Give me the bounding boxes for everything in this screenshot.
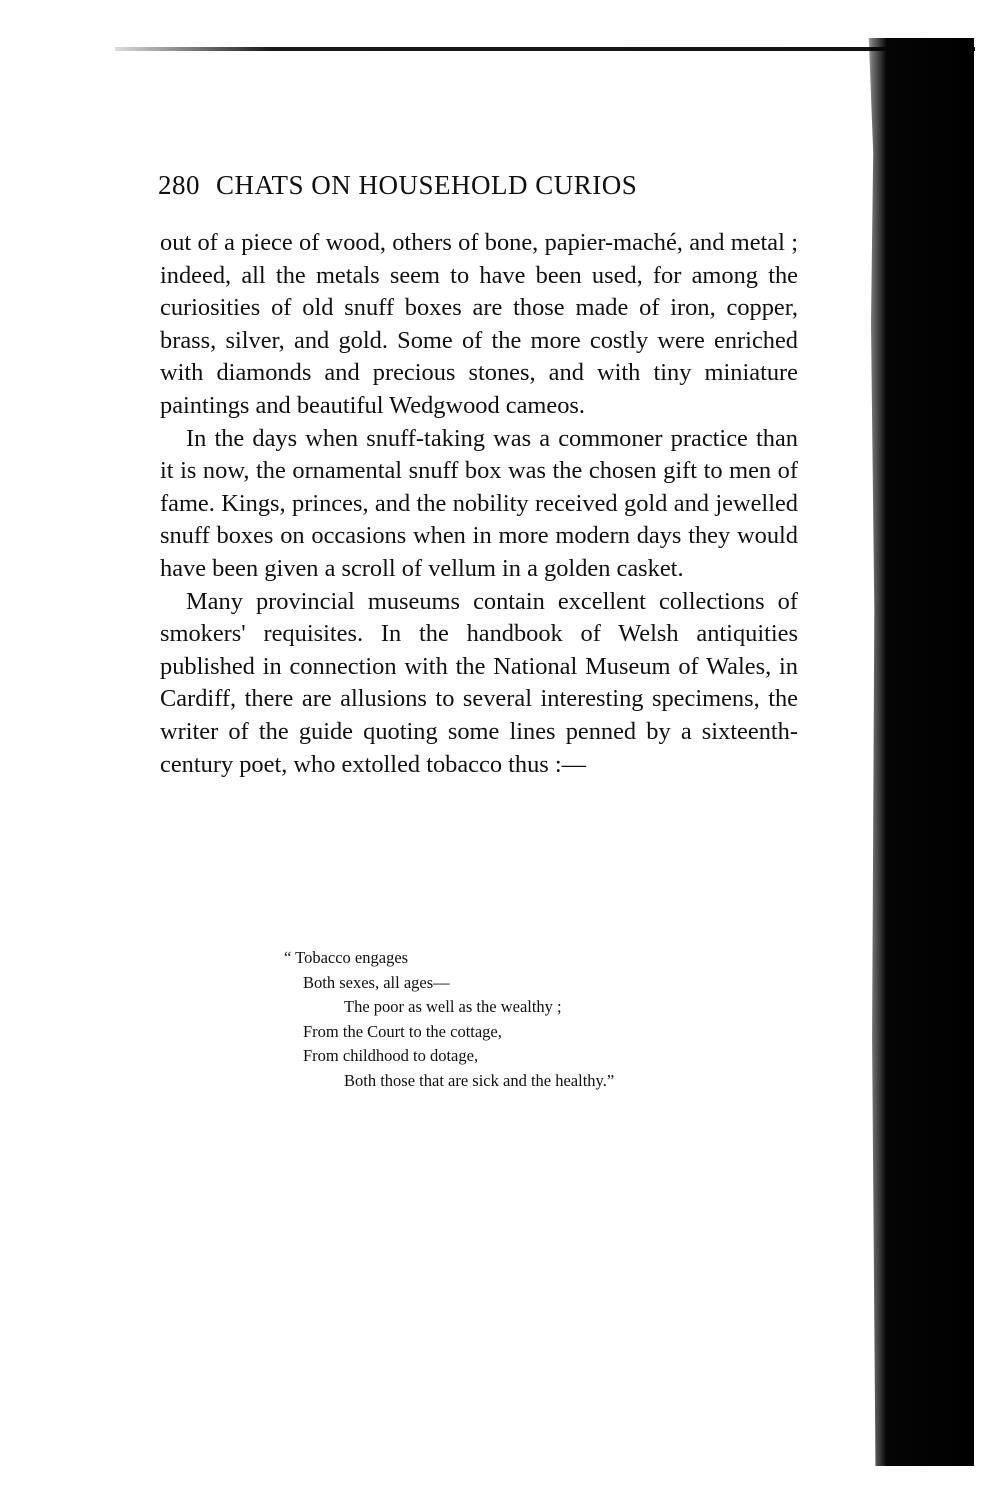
poem-line: “ Tobacco engages: [284, 948, 409, 967]
page-edge-rule: [115, 47, 975, 51]
poem-quotation: [284, 946, 754, 1094]
book-spine-shadow: [862, 38, 974, 1466]
body-text: [160, 227, 798, 781]
poem-line: The poor as well as the wealthy ;: [344, 997, 562, 1017]
poem-line: Both those that are sick and the healthy.”: [344, 1070, 615, 1090]
paragraph: out of a piece of wood, others of bone, papier-maché, and metal ; indeed, all the metals seem to have been used, for among the curiosities of old snuff boxes are those made of iron, copper, brass, silver, and gold. Some of the more costly were enriched with diamonds and precious stones, and with tiny miniature paintings and beautiful Wedgwood cameos.: [160, 229, 798, 419]
page-number: 280: [158, 170, 200, 200]
poem-line: Both sexes, all ages—: [303, 972, 450, 992]
paragraph: In the days when snuff-taking was a commoner practice than it is now, the ornamental snuff box was the chosen gift to men of fame. Kings, princes, and the nobility received gold and jewelled snuff boxes on occasions when in more modern days they would have been given a scroll of vellum in a golden casket.: [160, 424, 798, 582]
poem-line: From the Court to the cottage,: [303, 1021, 502, 1041]
running-title: CHATS ON HOUSEHOLD CURIOS: [216, 170, 638, 200]
paragraph: Many provincial museums contain excellent collections of smokers' requisites. In the handbook of Welsh antiquities published in connection with the National Museum of Wales, in Cardiff, there are allusions to several interesting specimens, the writer of the guide quoting some lines penned by a sixteenth-century poet, who extolled tobacco thus :—: [160, 587, 798, 778]
running-header: [158, 170, 798, 201]
poem-line: From childhood to dotage,: [303, 1046, 479, 1066]
